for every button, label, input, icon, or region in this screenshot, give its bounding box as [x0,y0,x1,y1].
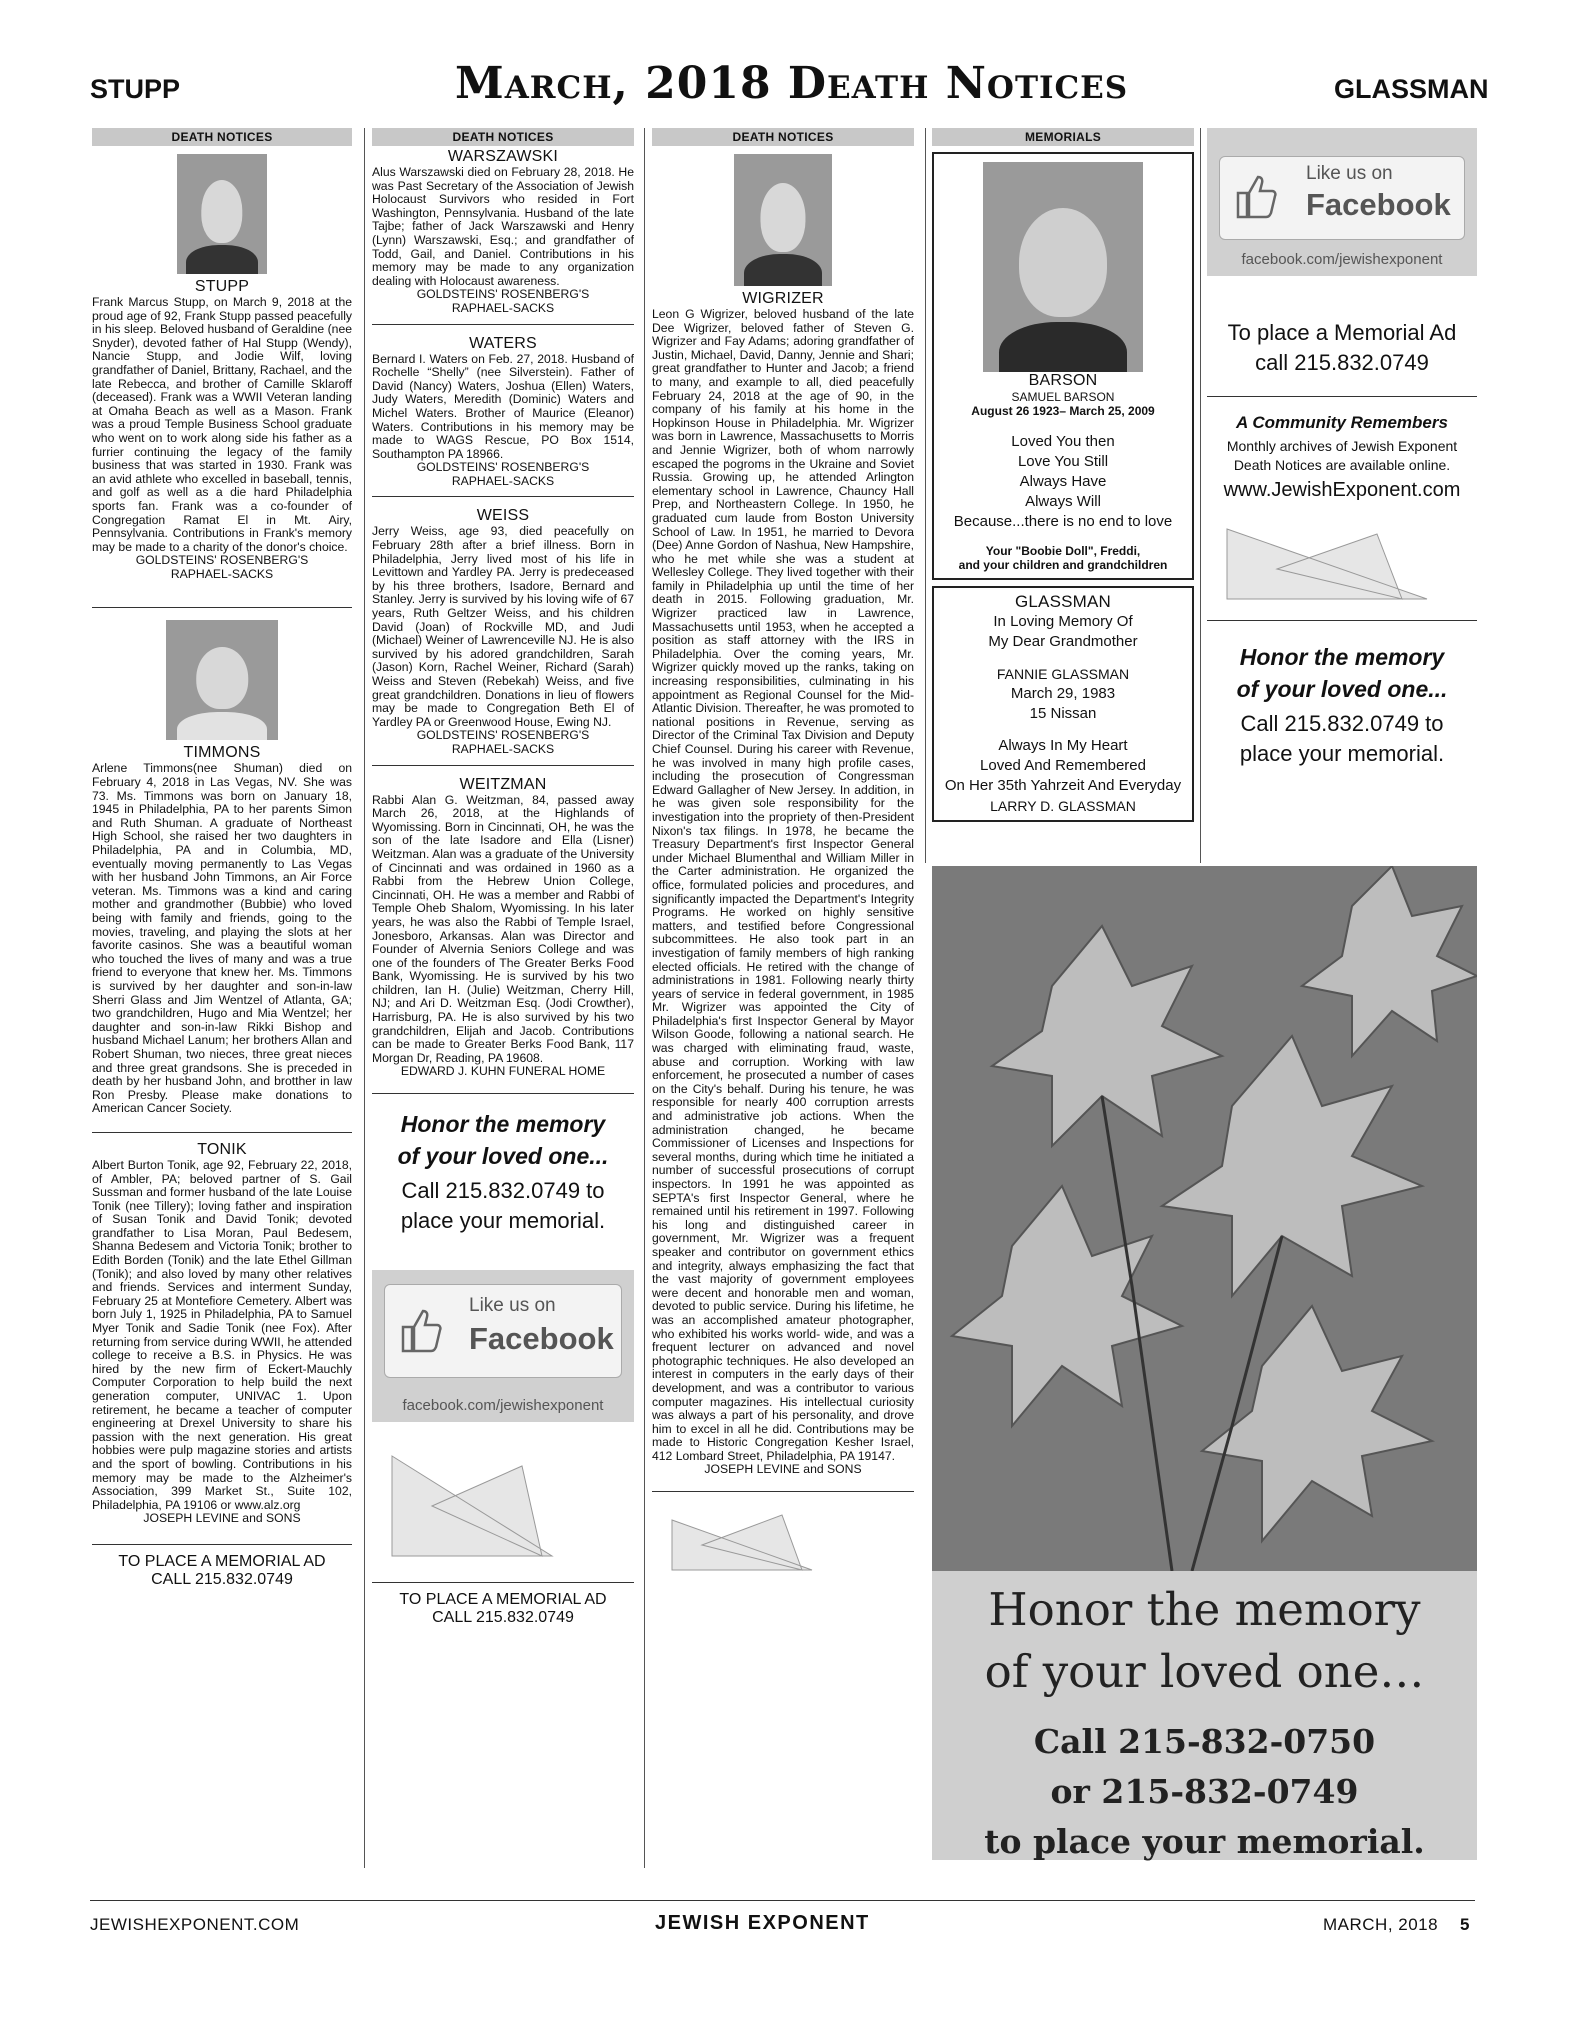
section-head-death-notices: DEATH NOTICES [652,128,914,146]
memorial-ad-col1 [92,1553,352,1589]
memorial-ad-line: TO PLACE A MEMORIAL AD [118,1552,326,1570]
facebook-like-text: Like us on [469,1295,556,1317]
memorial-glassman [932,586,1194,822]
column-rule [1200,128,1201,863]
facebook-ad-col2[interactable] [372,1270,634,1422]
section-head-death-notices: DEATH NOTICES [92,128,352,146]
memorial-dates-barson: August 26 1923– March 25, 2009 [971,404,1155,418]
page-title: March, 2018 Death Notices [455,58,1129,109]
left-guide-word: STUPP [90,74,181,104]
funeral-home-weiss-1: GOLDSTEINS' ROSENBERG'S [416,728,590,743]
leaves-photo [932,866,1477,1571]
big-honor-phone: Call 215-832-0750 [1033,1722,1376,1761]
star-of-david-icon [652,1500,832,1580]
memorial-ad-phone: CALL 215.832.0749 [151,1570,293,1588]
notice-text-stupp: Frank Marcus Stupp, on March 9, 2018 at the proud age of 92, Frank Stupp passed peacefully in his sleep. Beloved husband of Geraldine (nee Snyder), devoted father of Hal Stupp (Wendy), Nancie Stupp, and Jodie Wilf, loving grandfather of Daniel, Brittany, Rachael, and the late Rebecca, and brother of Camille Sklaroff (deceased). Frank was a WWII Veteran landing at Omaha Beach as well as a Mason. Frank was a proud Temple Business School graduate who went on to work along side his father as a furrier continuing the legacy of the family business that was started in 1930. Frank was an avid athlete who excelled in baseball, tennis, and golf as well as a die hard Philadelphia sports fan. Frank was a co-founder of Congregation Ramat El in Mt. Airy, Pennsylvania. Contributions in Frank's memory may be made to a charity of the donor's choice. [92,295,352,554]
big-honor-headline [932,1579,1477,1703]
community-text: Monthly archives of Jewish Exponent [1226,438,1458,454]
memorial-ad-phone: CALL 215.832.0749 [432,1609,574,1627]
big-honor-line: of your loved one… [984,1645,1425,1698]
community-title: A Community Remembers [1236,413,1448,432]
verse-line: Because...there is no end to love [953,513,1173,530]
honor-headline: of your loved one... [397,1143,609,1170]
honor-headline: of your loved one... [1236,676,1448,702]
community-remembers-ad [1207,413,1477,502]
honor-call: Call 215.832.0749 to [1240,711,1444,736]
column-rule [644,128,645,1868]
memorial-line: On Her 35th Yahrzeit And Everyday [944,777,1182,794]
divider [372,1093,634,1094]
funeral-home-stupp-2: RAPHAEL-SACKS [170,566,274,581]
funeral-home-wigrizer: JOSEPH LEVINE and SONS [704,1462,862,1477]
photo-timmons [166,620,278,740]
photo-barson [983,162,1143,372]
divider [652,1491,914,1492]
notice-text-timmons: Arlene Timmons(nee Shuman) died on February 4, 2018 in Las Vegas, NV. She was 73. Ms. Timmons was born on January 18, 1945 in Philadelphia, PA to her parents Simon and Ruth Shuman. A graduate of Northeast High School, she raised her two daughters in Philadelphia, PA and in Columbia, MD, eventually moving permanently to Las Vegas with her husband John Timmons, an Air Force veteran. Ms. Timmons was a kind and caring mother and grandmother (Bubbie) who loved being with family and friends, going to the movies, traveling, and playing the slots at her favorite casinos. She was a beautiful woman who touched the lives of many and was a true friend to everyone that knew her. Ms. Timmons is survived by her daughter and son-in-law Sherri Glass and Jim Wentzel of Atlanta, GA; two grandchildren, Hugo and Mia Wentzel; her daughter and son-in-law Rikki Bishop and husband Michael Lanum; her brothers Allan and Robert Shuman, two nieces, three great nieces and three great grandsons. She is preceded in death by her husband John, and brotther in law Ron Presby. Please make donations to American Cancer Society. [92,761,352,1116]
right-guide-word: GLASSMAN [1334,74,1489,104]
memorial-name-barson: BARSON [1028,372,1098,389]
notice-name-stupp: STUPP [194,278,250,295]
honor-call: place your memorial. [400,1208,606,1234]
memorial-honoree: FANNIE GLASSMAN [996,666,1130,682]
footer-website[interactable]: JEWISHEXPONENT.COM [90,1915,300,1934]
footer-date: MARCH, 2018 [1323,1915,1439,1934]
community-text: Death Notices are available online. [1233,457,1451,473]
funeral-home-stupp-1: GOLDSTEINS' ROSENBERG'S [135,553,309,568]
memorial-signature-barson: Your "Boobie Doll", Freddi, [985,544,1141,558]
column-rule [364,128,365,1868]
column-3 [652,128,914,1868]
thumbs-up-icon [399,1307,443,1353]
memorial-ad-col2 [372,1591,634,1627]
notice-name-tonik: TONIK [197,1140,247,1158]
funeral-home-waters-1: GOLDSTEINS' ROSENBERG'S [416,460,590,475]
divider [1207,396,1477,397]
honor-headline: Honor the memory [1239,644,1445,670]
funeral-home-weitzman: EDWARD J. KUHN FUNERAL HOME [400,1064,606,1079]
thumbs-up-icon [1234,173,1278,219]
star-of-david-icon [1207,514,1447,614]
facebook-url[interactable]: facebook.com/jewishexponent [402,1397,604,1415]
memorial-line: Loved And Remembered [980,757,1146,774]
community-url[interactable]: www.JewishExponent.com [1223,479,1461,501]
funeral-home-waters-2: RAPHAEL-SACKS [451,473,555,488]
notice-text-weitzman: Rabbi Alan G. Weitzman, 84, passed away March 26, 2018, at the Highlands of Wyomissing. Born in Cincinnati, OH, he was the son of the late Isadore and Ella (Lisner) Weitzman. Alan was a graduate of the University of Cincinnati and was ordained in 1960 as a Rabbi from the Hebrew Union College, Cincinnati, OH. He was a member and Rabbi of Temple Oheb Shalom, Wyomissing. In his later years, he was also the Rabbi of Temple Israel, Jonesboro, Arkansas. Alan was Director and Founder of Alvernia Seniors College and was one of the founders of The Greater Berks Food Bank, Wyomissing. He is survived by his two children, Ian H. (Julie) Weitzman, Cherry Hill, NJ; and Ari D. Weitzman Esq. (Jodi Crowther), Harrisburg, PA. He is also survived by his two grandchildren, Elijah and Jacob. Contributions can be made to Greater Berks Food Bank, 117 Morgan Dr, Reading, PA 19608. [372,792,634,1065]
facebook-brand: Facebook [469,1321,614,1357]
column-2 [372,128,634,1898]
facebook-like-text: Like us on [1306,163,1393,184]
notice-text-tonik: Albert Burton Tonik, age 92, February 22, 2018, of Ambler, PA; beloved partner of S. Gail Sussman and former husband of the late Louise Tonik (nee Tillery); loving father and inspiration of Susan Tonik and David Tonik; devoted grandfather to Lisa Moran, Paul Bedesem, Shanna Bedesem and Victoria Tonik; brother to Edith Borden (Tonik) and the late Ethel Gillman (Tonik); and also loved by many other relatives and friends. Services and interment Sunday, February 25 at Montefiore Cemetery. Albert was born July 1, 1925 in Philadelphia, PA to Samuel Myer Tonik and Sadie Tonik (nee Fox). After returning from service during WWII, he attended college to receive a B.S. in Physics. He was hired by the new firm of Eckert-Mauchly Computer Corporation to help build the next generation computer, UNIVAC 1. Upon retirement, he became a teacher of computer engineering at Drexel University to share his passion with the next generation. His great hobbies were pulp magazine stories and artists and the sport of bowling. Contributions in his memory may be made to the Alzheimer's Association, 399 Market St., Suite 102, Philadelphia, PA 19106 or www.alz.org [92,1157,352,1512]
funeral-home-warszawski-2: RAPHAEL-SACKS [451,300,555,315]
divider [372,1582,634,1583]
divider [92,1544,352,1545]
honor-call: place your memorial. [1239,741,1445,766]
notice-name-weiss: WEISS [476,507,530,525]
honor-ad-col5 [1207,641,1477,769]
notice-name-timmons: TIMMONS [183,744,261,762]
memorial-line: Always In My Heart [998,737,1128,754]
notice-text-waters: Bernard I. Waters on Feb. 27, 2018. Husband of Rochelle “Shelly” (nee Silverstein). Father of David (Nancy) Waters, Joshua (Ellen) Waters, Judy Waters, Meredith (Dominic) Waters and Michel Waters. Brother of Maurice (Eleanor) Waters. Contributions in his memory may be made to WAGS Rescue, PO Box 1514, Southampton PA 18966. [372,351,634,461]
footer-rule [90,1900,1475,1901]
column-5 [1207,128,1477,868]
big-honor-phone: or 215-832-0749 [1050,1772,1359,1811]
verse-line: Always Will [1025,493,1101,510]
notice-text-wigrizer: Leon G Wigrizer, beloved husband of the late Dee Wigrizer, beloved father of Steven G. Wigrizer and Fay Adams; adoring grandfather of Justin, Michael, David, Danny, Jennie and Shari; great grandfather to Hunter and Jacob; a friend to many, and example to all, died peacefully February 24, 2018 at the age of 90, in the company of his family at his home in the Hopkinson House in Philadelphia. Mr. Wigrizer was born in Lawrence, Massachusetts to Morris and Jennie Wigrizer, both of whom narrowly escaped the pogroms in the Ukraine and Soviet Russia. Growing up, he attended Arlington elementary school in Lawrence, Chauncy Hall Prep, and Northeastern College. In 1950, he graduated cum laude from Boston University School of Law. In 1951, he married to Devora (Dee) Anne Gordon of Nashua, New Hampshire, who he met while she was a student at Wellesley College. They lived together with their family in Philadelphia up until the time of her death in 2015. Following graduation, Mr. Wigrizer practiced law in Lawrence, Massachusetts until 1953, when he accepted a position as staff attorney with the IRS in Philadelphia. Over the coming years, Mr. Wigrizer quickly moved up the ranks, taking on increasing responsibilities, culminating in his appointment as Regional Counsel for the Mid-Atlantic Division. Thereafter, he was promoted to national positions in Revenue, serving as Director of the Criminal Tax Division and Deputy Chief Counsel. During his career with Revenue, he was involved in many high profile cases, including the prosecution of Congressman Edward Gallagher of New Jersey. In addition, in he was given sole responsibility for the investigation into the propriety of then-President Nixon's tax filings. In 1978, he became the Treasury Department's first Inspector General under Michael Blumenthal and William Miller in the Carter administration. He organized the office, formulated policies and procedures, and significantly impacted the Department's Integrity Programs. He worked on highly sensitive matters, and testified before Congressional subcommittees. He also took part in an investigation of family members of high ranking elected officials. He retired with the change of administrations in 1981. Following nearly thirty years of service in federal government, in 1985 Mr. Wigrizer was appointed the City of Philadelphia's first Inspector General by Mayor Wilson Goode, following a national search. He was charged with eliminating fraud, waste, abuse and corruption. Working with law enforcement, he prosecuted a number of cases on the City's behalf. During his tenure, he was responsible for nearly 400 corruption arrests and administrative job actions. When the administration changed, he became Commissioner of Licenses and Inspections for several months, during which time he initiated a number of successful prosecutions of corrupt inspectors. In 1991 he was appointed as SEPTA's first Inspector General, where he remained until his retirement in 1997. Following his long and distinguished career in government, Mr. Wigrizer was a frequent speaker and contributor on government ethics and integrity, always emphasizing the fact that the vast majority of government employees were decent and honorable men and woman, devoted to public service. During his lifetime, he was an accomplished amateur photographer, who exhibited his works world- wide, and was a frequent lecturer on advanced and novel photographic techniques. He also developed an interest in computers in the early days of their development, and was a contributor to various computer magazines. His intellectual curiosity was always a part of his personality, and drove him to excel in all he did. Contributions may be made to Historic Congregation Kesher Israel, 412 Lombard Street, Philadelphia, PA 19147. [652,307,914,1463]
memorial-line: My Dear Grandmother [988,633,1138,650]
footer-masthead: JEWISH EXPONENT [655,1912,870,1934]
memorial-ad-line: TO PLACE A MEMORIAL AD [399,1591,607,1609]
divider [92,1132,352,1133]
facebook-url[interactable]: facebook.com/jewishexponent [1241,251,1443,268]
notice-name-waters: WATERS [469,334,537,352]
section-head-death-notices: DEATH NOTICES [372,128,634,146]
memorial-date: March 29, 1983 [1010,685,1116,702]
star-of-david-icon [372,1436,572,1576]
honor-ad-col2 [372,1108,634,1236]
section-head-memorials: MEMORIALS [932,128,1194,146]
memorial-subname-barson: SAMUEL BARSON [1011,390,1115,404]
photo-stupp [177,154,267,274]
big-honor-call [932,1717,1477,1867]
verse-line: Loved You then [1011,433,1115,450]
memorial-ad-line: To place a Memorial Ad [1227,320,1457,345]
notice-text-weiss: Jerry Weiss, age 93, died peacefully on February 28th after a brief illness. Born in Philadelphia, Jerry lived most of his life in Levittown and Yardley PA. Jerry is predeceased by his three brothers, Isadore, Bernard and Stanley. Jerry is survived by his loving wife of 67 years, Ruth Geltzer Weiss, and his children David (Joan) of Rockville MD, and Judi (Michael) Weiner of Lawrenceville NJ. He is also survived by his adored grandchildren, Sarah (Jason) Korn, Rachel Weiner, Richard (Sarah) Weiss and Steven (Rebekah) Weiss, and five great grandchildren. Donations in lieu of flowers may be made to Congregation Beth El of Yardley PA or Greenwood House, Ewing NJ. [372,524,634,729]
memorial-ad-phone: call 215.832.0749 [1255,350,1429,375]
funeral-home-tonik: JOSEPH LEVINE and SONS [143,1511,301,1526]
memorial-line: In Loving Memory Of [993,613,1133,630]
funeral-home-weiss-2: RAPHAEL-SACKS [451,741,555,756]
column-1 [92,128,352,1898]
divider [372,765,634,766]
verse-line: Love You Still [1017,453,1109,470]
honor-headline: Honor the memory [400,1111,606,1138]
facebook-brand: Facebook [1306,187,1451,222]
funeral-home-warszawski-1: GOLDSTEINS' ROSENBERG'S [416,287,590,302]
memorial-signer: LARRY D. GLASSMAN [990,798,1136,814]
facebook-ad-col5[interactable] [1207,128,1477,276]
big-honor-ad [932,866,1477,1860]
divider [92,607,352,608]
divider [372,324,634,325]
memorial-signature-barson: and your children and grandchildren [958,558,1168,572]
notice-name-wigrizer: WIGRIZER [742,290,824,307]
big-honor-call-text: to place your memorial. [984,1822,1425,1861]
notice-name-weitzman: WEITZMAN [459,775,547,793]
divider [372,496,634,497]
big-honor-line: Honor the memory [988,1583,1421,1636]
memorial-name-glassman: GLASSMAN [1014,592,1112,611]
verse-line: Always Have [1019,473,1107,490]
notice-name-warszawski: WARSZAWSKI [447,148,559,165]
memorial-barson [932,152,1194,580]
memorial-date: 15 Nissan [1029,705,1097,722]
column-rule [925,128,926,863]
memorial-verse-barson [940,432,1186,532]
photo-wigrizer [734,154,832,286]
column-4 [932,128,1194,848]
honor-call: Call 215.832.0749 to [401,1178,605,1204]
memorial-ad-col5 [1207,318,1477,378]
page-number: 5 [1460,1915,1470,1934]
divider [1207,620,1477,621]
notice-text-warszawski: Alus Warszawski died on February 28, 2018. He was Past Secretary of the Association of Jewish Holocaust Survivors who resided in Fort Washington, Pennsylvania. Husband of the late Tajbe; father of Jack Warszawski and Henry (Lynn) Warszawski, Esq.; and grandfather of Todd, Gail, and Daniel. Contributions in his memory may be made to any organization dealing with Holocaust awareness. [372,165,634,288]
